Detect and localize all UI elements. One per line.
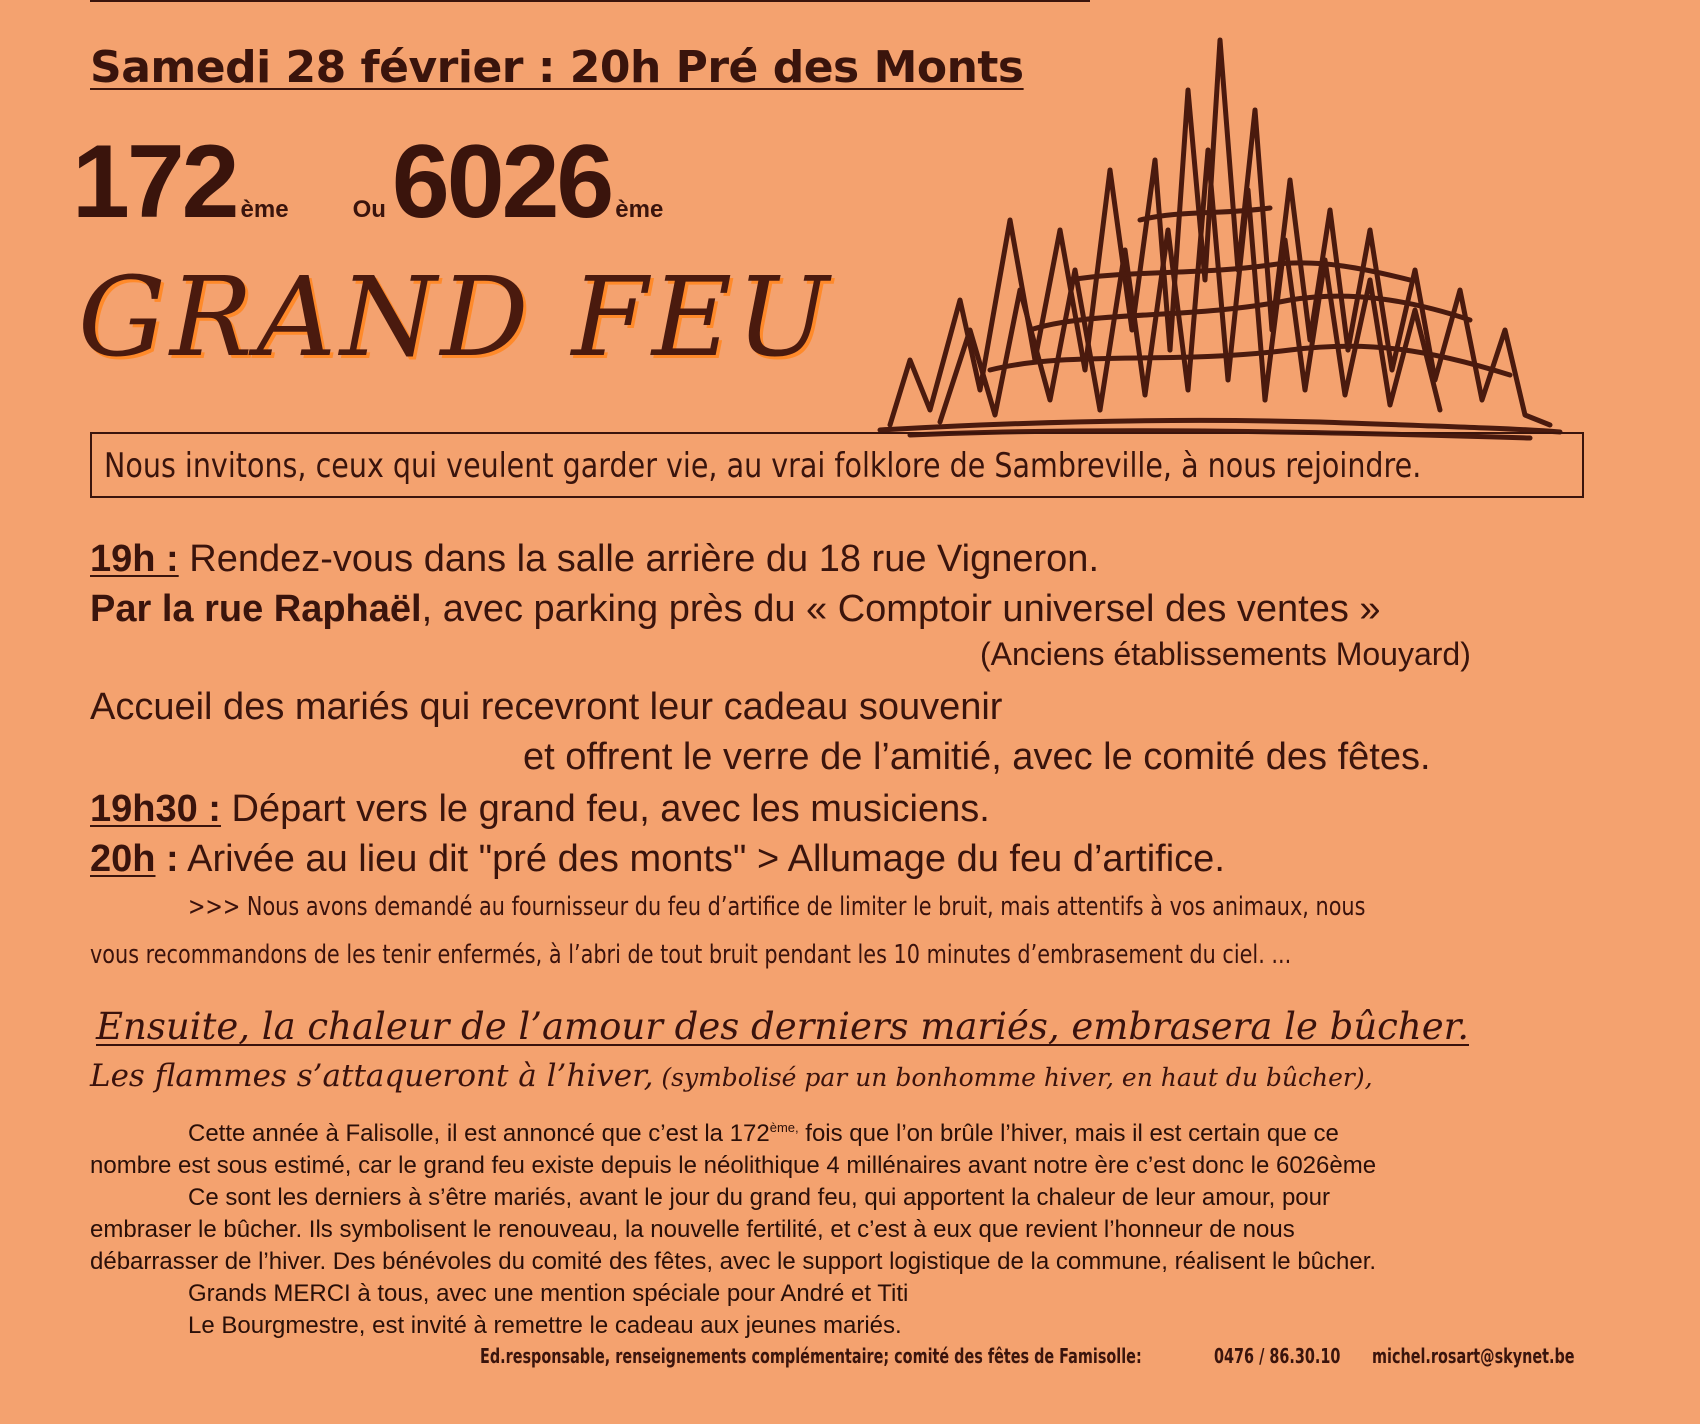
schedule-20h-text: Arivée au lieu dit "pré des monts" > Allumage du feu d’artifice.	[178, 838, 1225, 880]
schedule-19h-text: Rendez-vous dans la salle arrière du 18 rue Vigneron.	[178, 538, 1099, 580]
footer-phone: 0476 / 86.30.10	[1214, 1344, 1341, 1368]
bonfire-drawing	[870, 30, 1570, 450]
body-line-1-sup: ème,	[769, 1120, 799, 1135]
body-line-1	[188, 1120, 1339, 1148]
fireworks-note-1: >>> Nous avons demandé au fournisseur du feu d’artifice de limiter le bruit, mais attentifs à vos animaux, nous	[188, 892, 1366, 922]
accueil-line-1: Accueil des mariés qui recevront leur cadeau souvenir	[90, 686, 1003, 728]
time-19h30: 19h30 :	[90, 788, 221, 830]
edition-suffix-2: ème	[615, 196, 664, 223]
schedule-19h30-text: Départ vers le grand feu, avec les musiciens.	[220, 788, 990, 830]
street-bold: Par la rue Raphaël	[90, 588, 422, 630]
street-line	[90, 588, 1381, 631]
edition-number-6026: 6026	[391, 124, 612, 240]
anciens-line: (Anciens établissements Mouyard)	[980, 636, 1471, 672]
time-20h-colon: :	[155, 838, 179, 880]
invitation-text: Nous invitons, ceux qui veulent garder vie, au vrai folklore de Sambreville, à nous rejoindre.	[104, 446, 1422, 486]
body-line-7: Le Bourgmestre, est invité à remettre le cadeau aux jeunes mariés.	[188, 1312, 902, 1339]
schedule-20h	[90, 838, 1225, 881]
footer-email: michel.rosart@skynet.be	[1372, 1344, 1575, 1368]
body-line-1a: Cette année à Falisolle, il est annoncé que c’est la 172	[188, 1120, 770, 1147]
grand-feu-title: GRAND FEU	[78, 253, 833, 381]
flammes-text: Les flammes s’attaqueront à l’hiver,	[90, 1058, 654, 1094]
fireworks-note-2: vous recommandons de les tenir enfermés, à l’abri de tout bruit pendant les 10 minutes d’embrasement du ciel. ...	[90, 940, 1292, 970]
ou-word: Ou	[352, 196, 386, 223]
body-line-6: Grands MERCI à tous, avec une mention spéciale pour André et Titi	[188, 1280, 909, 1307]
flammes-paren: (symbolisé par un bonhomme hiver, en haut du bûcher),	[653, 1063, 1373, 1092]
schedule-19h	[90, 538, 1099, 581]
footer-responsible: Ed.responsable, renseignements complémentaire; comité des fêtes de Famisolle:	[480, 1344, 1142, 1368]
body-line-3: Ce sont les derniers à s’être mariés, avant le jour du grand feu, qui apportent la chaleur de leur amour, pour	[188, 1184, 1330, 1211]
street-text: , avec parking près du « Comptoir universel des ventes »	[421, 588, 1381, 630]
schedule-19h30	[90, 788, 990, 831]
invitation-box	[90, 432, 1584, 498]
time-19h: 19h :	[90, 538, 179, 580]
body-line-1b: fois que l’on brûle l’hiver, mais il est certain que ce	[798, 1120, 1339, 1147]
event-headline: Samedi 28 février : 20h Pré des Monts	[90, 42, 1024, 93]
edition-number-172: 172	[72, 124, 237, 240]
ensuite-line: Ensuite, la chaleur de l’amour des derniers mariés, embrasera le bûcher.	[96, 1005, 1469, 1048]
body-line-2: nombre est sous estimé, car le grand feu existe depuis le néolithique 4 millénaires avant notre ère c’est donc le 6026ème	[90, 1152, 1377, 1179]
time-20h: 20h	[90, 838, 156, 880]
body-line-4: embraser le bûcher. Ils symbolisent le renouveau, la nouvelle fertilité, et c’est à eux que revient l’honneur de nous	[90, 1216, 1295, 1243]
top-rule	[90, 0, 1090, 2]
edition-suffix-1: ème	[240, 196, 289, 223]
accueil-line-2: et offrent le verre de l’amitié, avec le comité des fêtes.	[523, 736, 1431, 778]
flammes-line	[90, 1058, 1373, 1094]
edition-numbers	[72, 124, 667, 240]
body-line-5: débarrasser de l’hiver. Des bénévoles du comité des fêtes, avec le support logistique de la commune, réalisent le bûcher.	[90, 1248, 1377, 1275]
